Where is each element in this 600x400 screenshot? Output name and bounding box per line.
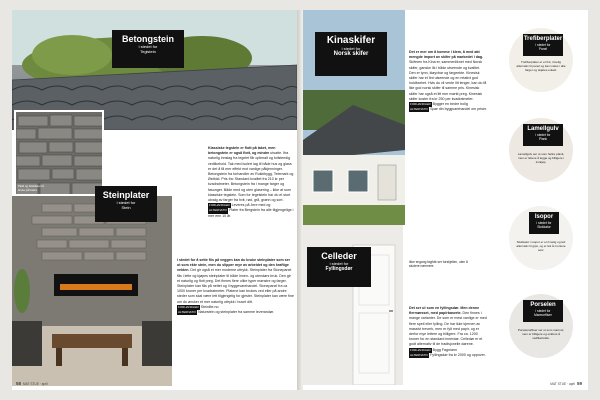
steinplater-tag-alternativ: ALTERNATIV <box>178 310 197 315</box>
right-page <box>303 10 588 390</box>
kinaskifer-tag1-text: Bygger en bedre bolig <box>432 102 468 107</box>
celleder-lead: Det ser ut som en fyllingsdør. Men denne flermørsset, med papirbaserte. <box>409 306 480 316</box>
lamellgulv-label <box>523 124 563 146</box>
betongstein-body: utsatte. Ifra naturlig innslag fra tegelet får optimalt og fullstendig vedlikehold. Tak med isolert lag til både hus og glass er det å få mer effekt mot vanlige påkjenninger. Betongstein fra forhandler av Rukkibygg, Telemark og Østfold. Pris fra: Standard kvalitet fra 210 kr per kvadratmeter. Betongstein fra i mange farger og fasonger. Både med og uten glasering – ikke at som klassiske tegstein. Som for tegelstein har du et stort utvalg av farger fra hvit, rød, grå, grønn og sort. <box>208 151 294 203</box>
celleder-article <box>409 306 487 358</box>
inset-caption: Pleid og fuktsikkert å bruke på badet. <box>18 184 44 192</box>
porselen-sub: i stedet for <box>535 309 551 313</box>
celleder-title: Celleder <box>321 251 357 261</box>
celleder-sub1: i stedet for <box>329 261 349 266</box>
porselen-text: Porselensfliser ser ut som marmor, men er billigere og enklere å vedlikeholde. <box>517 328 565 341</box>
steinplater-title: Steinplater <box>102 190 150 200</box>
betongstein-article <box>208 146 294 219</box>
kinaskifer-tag-forhandler: FORHANDLER <box>410 102 431 107</box>
trefiber-label <box>523 34 563 56</box>
trefiber-sub: i stedet for <box>535 43 551 47</box>
betongstein-label <box>112 30 184 68</box>
kinaskifer-tag2-text: Spør din byggvarehandel om priser. <box>430 107 487 112</box>
betongstein-sub2: Tegistein <box>140 49 156 54</box>
betongstein-sub1: i stedet for <box>138 44 158 49</box>
betongstein-tag-alternativ: ALTERNATIV <box>209 208 228 213</box>
steinplater-article <box>177 258 294 315</box>
celleder-caption: Ikke engang fagfolk ser forskjellen, uten å studere nærmere. <box>409 260 468 269</box>
steinplater-sub2: Stein <box>121 205 131 210</box>
steinplater-tag-forhandler: FORHANDLER <box>178 304 199 309</box>
isopor-title: Isopor <box>534 214 554 220</box>
celleder-tag-alternativ: ALTERNATIV <box>410 352 429 357</box>
isopor-label <box>529 212 559 234</box>
betongstein-tag2-text: Plater fra Bergstein fra alle tilgjengelige i mer enn 10 år. <box>208 208 294 218</box>
fireplace-stone-wall-image <box>12 196 172 386</box>
steinplater-body: Det gir også et mer moderne uttrykk. Steinplater fra Stonepanel fås i lette og kjøpes steinplater til både innen- og utendørs bruk. Den gir et naturlig og flott preg. Det finnes flere ulike typer mønstre og farger. Steinplater kan fås på nettet og i byggevarehandel. Stonepanel fra ca 1000 kroner per kvadratmeter. Platene kan brukes ved eller på andre steder som skal være lett tilgjengelig for gjester. Steinplater kan være fine om du ønsker et mer naturlig uttrykk i huset ditt. <box>177 268 294 304</box>
kinaskifer-sub2: Norsk skifer <box>333 51 369 57</box>
right-page-number: 59 <box>576 381 582 386</box>
betongstein-tag1-text: Leveres på Jere med og <box>231 203 271 208</box>
right-footer <box>550 381 584 386</box>
kinaskifer-article <box>409 50 487 112</box>
trefiber-title: Trefiberplater <box>523 36 563 42</box>
betongstein-tag-forhandler: FORHANDLER <box>209 203 230 208</box>
celleder-label <box>307 247 371 287</box>
celleder-sub2: Fyllingsdør <box>325 266 353 272</box>
isopor-sub: i stedet for <box>536 221 552 225</box>
steinplater-tag1-text: Steinlite.no <box>200 304 219 309</box>
celleder-tag-forhandler: FORHANDLER <box>410 347 431 352</box>
isopor-text: Stukkatur i isopor er et rimelig og lett alternativ til gips, og er lett å montere selv. <box>516 240 566 253</box>
steinplater-label <box>95 186 157 222</box>
celleder-tag1-text: Bygg Fagmann <box>432 347 458 352</box>
kinaskifer-body: Skiferen fra Kina er, sammenliknet med Norsk skifer, ganske lik i både utseende og kvalitet. Den er tynn, kløyvbar og fargeekte. Kinesisk skifer har et fint utseende og en relativt god holdbarhet. Hvis du vil vente litt lenger, kan du få like god norsk skifer til samme pris. Kinesisk skifer har også et litt mer mørkt preg. Kinesisk skifer koster fra kr 250 per kvadratmeter. <box>409 60 487 101</box>
right-footer-text: MAT STUE · april <box>550 382 575 386</box>
porselen-sub2: Marmorfliser <box>534 313 552 317</box>
betongstein-title: Betongstein <box>121 34 174 44</box>
steinplater-lead: I stedet for å sette flis på veggen kan du bruke steinplater som ser ut som ekte stein, men du slipper mye av arbeidet og den kraftige vekten. <box>177 258 291 273</box>
betongstein-lead: Klassiske tegstein er flott på taket, men betongstein er også flott, og mindre <box>208 146 276 156</box>
trefiber-sub2: Panel <box>538 47 548 51</box>
porselen-label <box>523 300 563 322</box>
lamellgulv-sub: i stedet for <box>535 133 551 137</box>
kinaskifer-title: Kinaskifer <box>326 35 376 46</box>
kinaskifer-lead: Det er mer om å komme i klem, å med økt mengde import av skifer på markedet i dag. <box>409 50 484 60</box>
porselen-title: Porselen <box>530 302 556 308</box>
lamellgulv-sub2: Plank <box>539 137 547 141</box>
left-page-number: 58 <box>16 381 22 386</box>
lamellgulv-title: Lamellgulv <box>527 126 559 132</box>
kinaskifer-sub1: i stedet for <box>341 46 361 51</box>
celleder-body: Den finnes i mange varianter. De som er mest vanlige er med flere speil eller fylling. De har ikke kjernen av massivt treverk, men er fylt med papir, og er derfor mye lettere og billigere. Fra ca. 1200 kroner for en standard innerdør. Celledør er et godt alternativ til de tradisjonelle dørene. <box>409 311 487 347</box>
trefiber-text: Trefiberplater er et fint, rimelig alternativ til panel og kan males i alle farger og skjøtes enkelt. <box>516 60 566 73</box>
steinplater-tag2-text: Naturstein og steinplater fra samme leverandør. <box>198 310 274 315</box>
isopor-sub2: Stukkatur <box>537 225 551 229</box>
stone-wall-inset-image <box>14 110 104 196</box>
steinplater-sub1: i stedet for <box>116 200 136 205</box>
left-page <box>12 10 297 390</box>
kinaskifer-label <box>315 32 387 76</box>
kinaskifer-tag-alternativ: ALTERNATIV <box>410 107 429 112</box>
celleder-tag2-text: Fyllingsdør fra kr 2000 og oppover. <box>430 352 486 357</box>
lamellgulv-text: Lamellgulv ser ut som heltre plank, men er lettere å legge og billigere i innkjøp. <box>517 152 565 165</box>
left-footer-text: MAT STUE · april <box>23 382 48 386</box>
left-footer <box>16 381 48 386</box>
